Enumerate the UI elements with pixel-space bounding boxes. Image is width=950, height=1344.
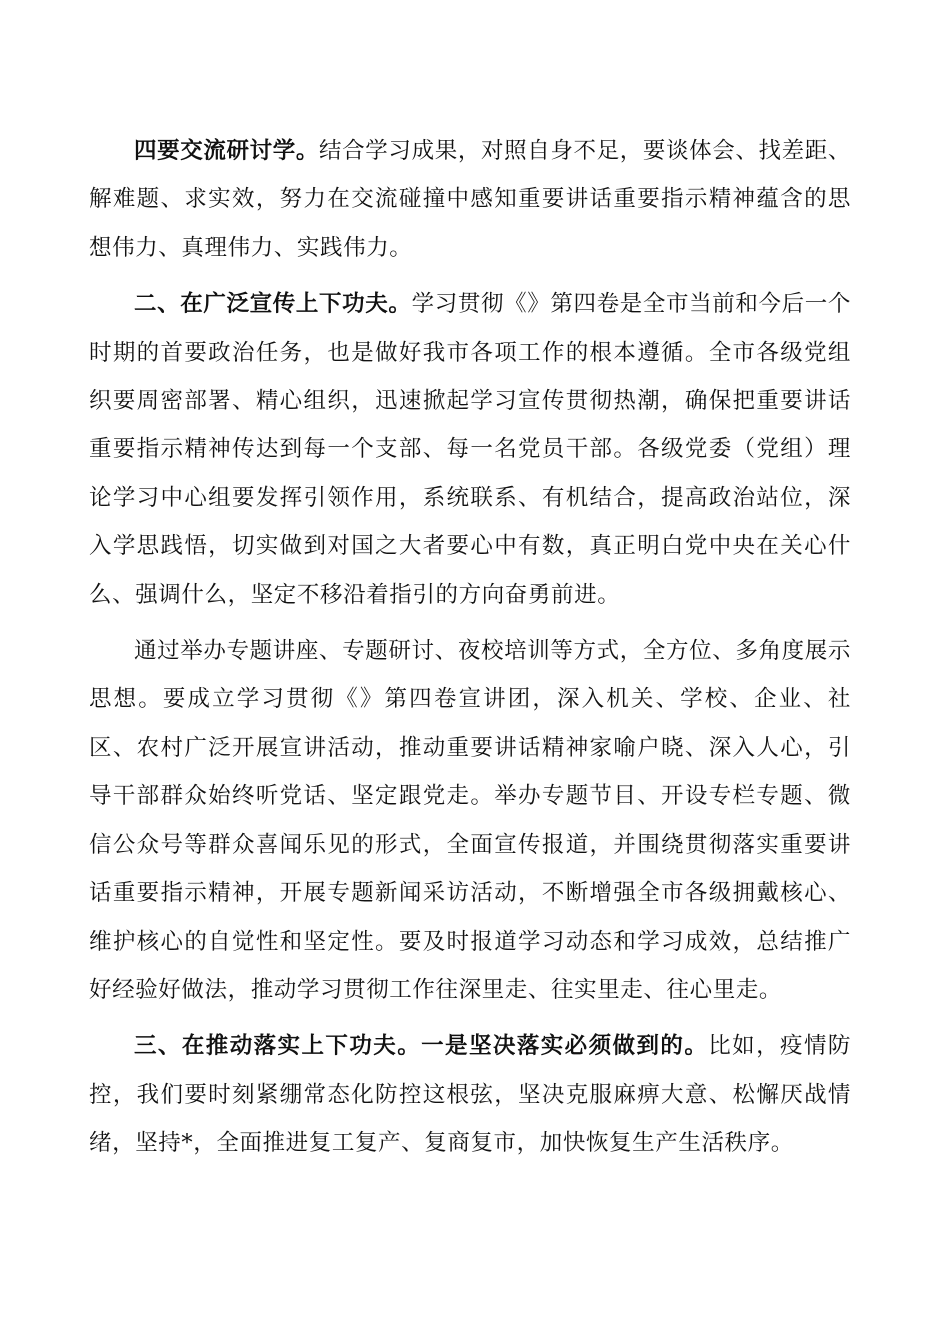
paragraph-1 <box>89 127 851 272</box>
paragraph-2-body: 学习贯彻《》第四卷是全市当前和今后一个时期的首要政治任务，也是做好我市各项工作的根本遵循。全市各级党组织要周密部署、精心组织，迅速掀起学习宣传贯彻热潮，确保把重要讲话重要指示精神传达到每一个支部、每一名党员干部。各级党委（党组）理论学习中心组要发挥引领作用，系统联系、有机结合，提高政治站位，深入学思践悟，切实做到对国之大者要心中有数，真正明白党中央在关心什么、强调什么，坚定不移沿着指引的方向奋勇前进。 <box>89 291 851 608</box>
paragraph-3-body: 通过举办专题讲座、专题研讨、夜校培训等方式，全方位、多角度展示思想。要成立学习贯彻《》第四卷宣讲团，深入机关、学校、企业、社区、农村广泛开展宣讲活动，推动重要讲话精神家喻户晓、深入人心，引导干部群众始终听党话、坚定跟党走。举办专题节目、开设专栏专题、微信公众号等群众喜闻乐见的形式，全面宣传报道，并围绕贯彻落实重要讲话重要指示精神，开展专题新闻采访活动，不断增强全市各级拥戴核心、维护核心的自觉性和坚定性。要及时报道学习动态和学习成效，总结推广好经验好做法，推动学习贯彻工作往深里走、往实里走、往心里走。 <box>89 638 851 1003</box>
paragraph-4-lead: 三、在推动落实上下功夫。一是坚决落实必须做到的。 <box>134 1033 709 1060</box>
document-body <box>89 127 851 1176</box>
paragraph-1-body: 结合学习成果，对照自身不足，要谈体会、找差距、解难题、求实效，努力在交流碰撞中感知重要讲话重要指示精神蕴含的思想伟力、真理伟力、实践伟力。 <box>89 138 851 261</box>
paragraph-2 <box>89 280 851 619</box>
paragraph-4 <box>89 1022 851 1167</box>
paragraph-4-body: 比如，疫情防控，我们要时刻紧绷常态化防控这根弦，坚决克服麻痹大意、松懈厌战情绪，坚持*，全面推进复工复产、复商复市，加快恢复生产生活秩序。 <box>89 1033 851 1157</box>
paragraph-2-lead: 二、在广泛宣传上下功夫。 <box>134 291 412 318</box>
paragraph-1-lead: 四要交流研讨学。 <box>134 138 320 164</box>
paragraph-3 <box>89 627 851 1014</box>
